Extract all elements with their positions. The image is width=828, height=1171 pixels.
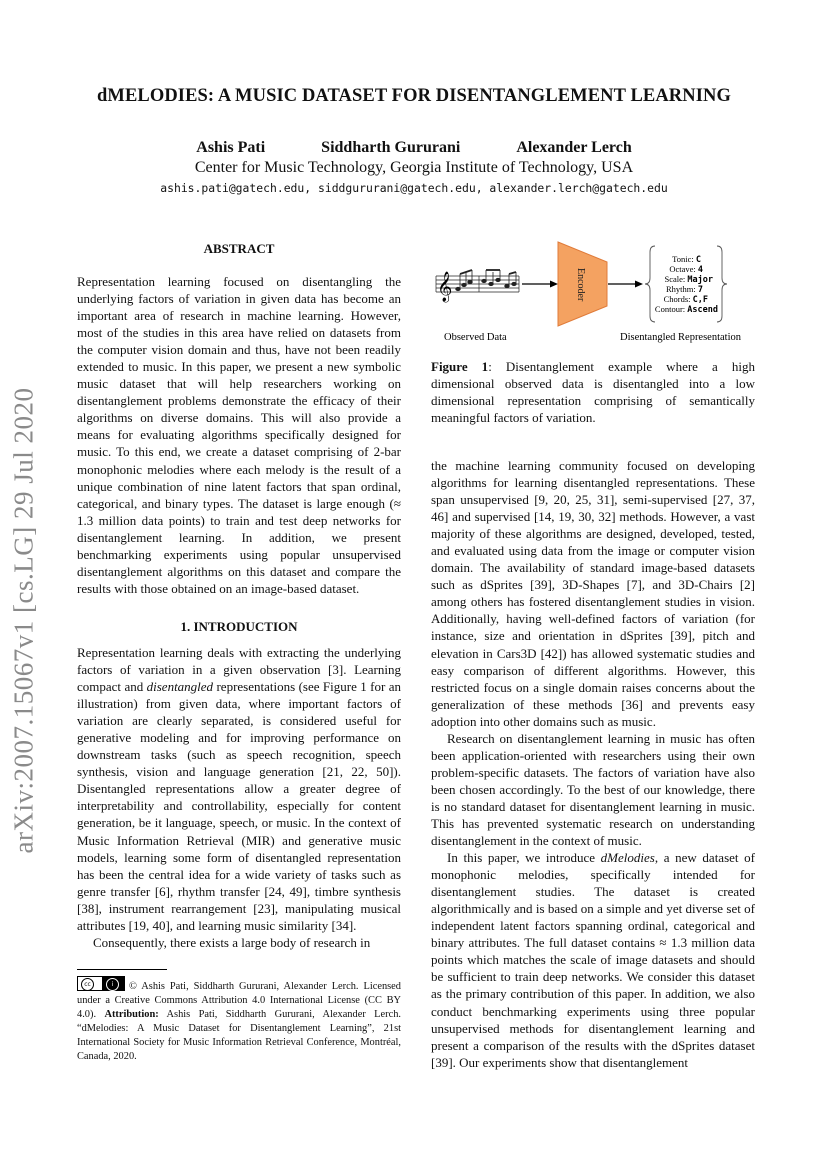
author-emails: ashis.pati@gatech.edu, siddgururani@gatech.edu, alexander.lerch@gatech.edu bbox=[160, 181, 668, 195]
body-paragraph: Research on disentanglement learning in music has often been application-oriented with researchers using their own problem-specific datasets. The factors of variation have also been chosen accordingly. To the best of our knowledge, there is no standard dataset for disentanglement learning in music. This has prevented systematic research on understanding disentanglement in the context of music. bbox=[431, 730, 755, 849]
disentangled-representation-label: Disentangled Representation bbox=[620, 332, 742, 343]
paper-title: dMELODIES: A MUSIC DATASET FOR DISENTANGLEMENT LEARNING bbox=[97, 86, 731, 106]
introduction-body bbox=[77, 644, 401, 951]
left-brace bbox=[645, 246, 655, 322]
music-notes bbox=[456, 270, 517, 291]
right-brace bbox=[717, 246, 727, 322]
abstract-text: Representation learning focused on disentangling the underlying factors of variation in given data has become an important area of research in machine learning. However, most of the studies in this area have relied on datasets from the computer vision domain and thus, have not been readily extended to music. In this paper, we present a new symbolic music dataset that will help researchers working on disentanglement problems demonstrate the efficacy of their algorithms on diverse domains. This will also provide a means for evaluating algorithms specifically designed for music. To this end, we create a dataset comprising of 2-bar monophonic melodies where each melody is the result of a unique combination of nine latent factors that span ordinal, categorical, and binary types. The dataset is large enough (≈ 1.3 million data points) to train and test deep networks for disentanglement learning. In addition, we present benchmarking experiments using popular unsupervised disentanglement algorithms on this dataset and compare the results with those obtained on an image-based dataset. bbox=[77, 274, 401, 596]
factor-row: Rhythm: 7 bbox=[665, 284, 703, 295]
license-footnote: cc i © Ashis Pati, Siddharth Gururani, Alexander Lerch. Licensed under a Creative Commons Attribution 4.0 International License (CC BY 4.0). Attribution: Ashis Pati, Siddharth Gururani, Alexander Lerch. “dMelodies: A Music Dataset for Disentanglement Learning”, 21st International Society for Music Information Retrieval Conference, Montréal, Canada, 2020. bbox=[77, 976, 401, 1064]
treble-clef-icon: 𝄞 bbox=[437, 272, 453, 302]
abstract-body bbox=[77, 273, 401, 597]
arrow-right-icon bbox=[608, 281, 643, 288]
latent-factors bbox=[655, 254, 718, 315]
caption-label: Figure 1 bbox=[431, 359, 489, 374]
body-paragraph: In this paper, we introduce dMelodies, a new dataset of monophonic melodies, specifically intended for disentanglement studies. The dataset is created algorithmically and is based on a simple and yet diverse set of independent latent factors spanning ordinal, categorical and binary attributes. The full dataset contains ≈ 1.3 million data points which matches the scale of image datasets and should be sufficient to train deep networks. We consider this dataset as the primary contribution of this paper. In addition, we also conduct benchmarking experiments using three popular unsupervised methods for disentanglement learning and present a comparison of the results with the dSprites dataset [39]. Our experiments show that disentanglement bbox=[431, 850, 755, 1070]
factor-row: Contour: Ascend bbox=[654, 304, 718, 315]
introduction-heading: 1. INTRODUCTION bbox=[180, 619, 298, 634]
author-list bbox=[0, 139, 828, 157]
intro-paragraph: Representation learning deals with extracting the underlying factors of variation in a given observation [3]. Learning compact and disentangled representations (see Figure 1 for an illustration) from given data, where important factors of variation are clearly separated, is considered useful for generative modeling and for improving performance on downstream tasks (such as speech recognition, speech synthesis, vision and language generation [21, 22, 50]). Disentangled representations allow a greater degree of interpretability and controllability, especially for content generation, be it language, speech, or music. In the context of Music Information Retrieval (MIR) and generative music models, learning some form of disentangled representation has been the central idea for a wide variety of tasks such as genre transfer [6], rhythm transfer [24, 49], timbre synthesis [38], instrument rearrangement [23], manipulating musical attributes [19, 40], and learning music similarity [34]. bbox=[77, 645, 401, 933]
author-name: Alexander Lerch bbox=[516, 139, 632, 156]
author-name: Ashis Pati bbox=[196, 139, 266, 156]
figure-1-caption: Figure 1: Disentanglement example where a high dimensional observed data is disentangled into a low dimensional representation comprising of semantically meaningful factors of variation. bbox=[431, 359, 756, 425]
author-name: Siddharth Gururani bbox=[321, 139, 461, 156]
figure-1 bbox=[431, 234, 761, 344]
arxiv-stamp bbox=[2, 330, 46, 910]
arrow-right-icon bbox=[522, 281, 558, 288]
factor-row: Chords: C,F bbox=[663, 294, 708, 305]
intro-paragraph: Consequently, there exists a large body of research in bbox=[93, 934, 371, 950]
factor-row: Octave: 4 bbox=[669, 264, 703, 275]
arxiv-id: arXiv:2007.15067v1 [cs.LG] 29 Jul 2020 bbox=[8, 387, 39, 853]
cc-license-icon bbox=[77, 976, 125, 991]
footnote-rule bbox=[77, 969, 167, 970]
figure-1-diagram bbox=[431, 234, 761, 344]
emphasis: disentangled bbox=[146, 679, 214, 695]
factor-row: Scale: Major bbox=[664, 274, 713, 285]
body-paragraph: the machine learning community focused on developing algorithms for learning disentangled representations. These span unsupervised [9, 20, 25, 31], semi-supervised [27, 37, 46] and supervised [14, 19, 30, 32] methods. However, a vast majority of these algorithms are designed, developed, tested, and evaluated using data from the image or computer vision domain. The availability of standard image-based datasets such as dSprites [39], 3D-Shapes [7], and 3D-Chairs [2] among others has fostered disentanglement studies in vision. Additionally, having well-defined factors of variation (for instance, size and orientation in dSprites [39], pitch and elevation in Cars3D [42]) has allowed systematic studies and easy comparison of different algorithms. However, this restricted focus on a single domain raises concerns about the generalization of these methods [36] and prevents easy adoption into other domains such as music. bbox=[431, 458, 755, 729]
right-column-body bbox=[431, 457, 755, 1071]
cc-icon: cc bbox=[81, 978, 94, 991]
attribution-icon: i bbox=[106, 978, 119, 991]
factor-row: Tonic: C bbox=[672, 254, 701, 265]
emphasis: dMelodies bbox=[600, 850, 655, 866]
affiliation: Center for Music Technology, Georgia Institute of Technology, USA bbox=[194, 159, 634, 176]
abstract-heading: ABSTRACT bbox=[203, 241, 275, 256]
encoder-label: Encoder bbox=[575, 268, 586, 302]
observed-data-label: Observed Data bbox=[444, 332, 507, 343]
